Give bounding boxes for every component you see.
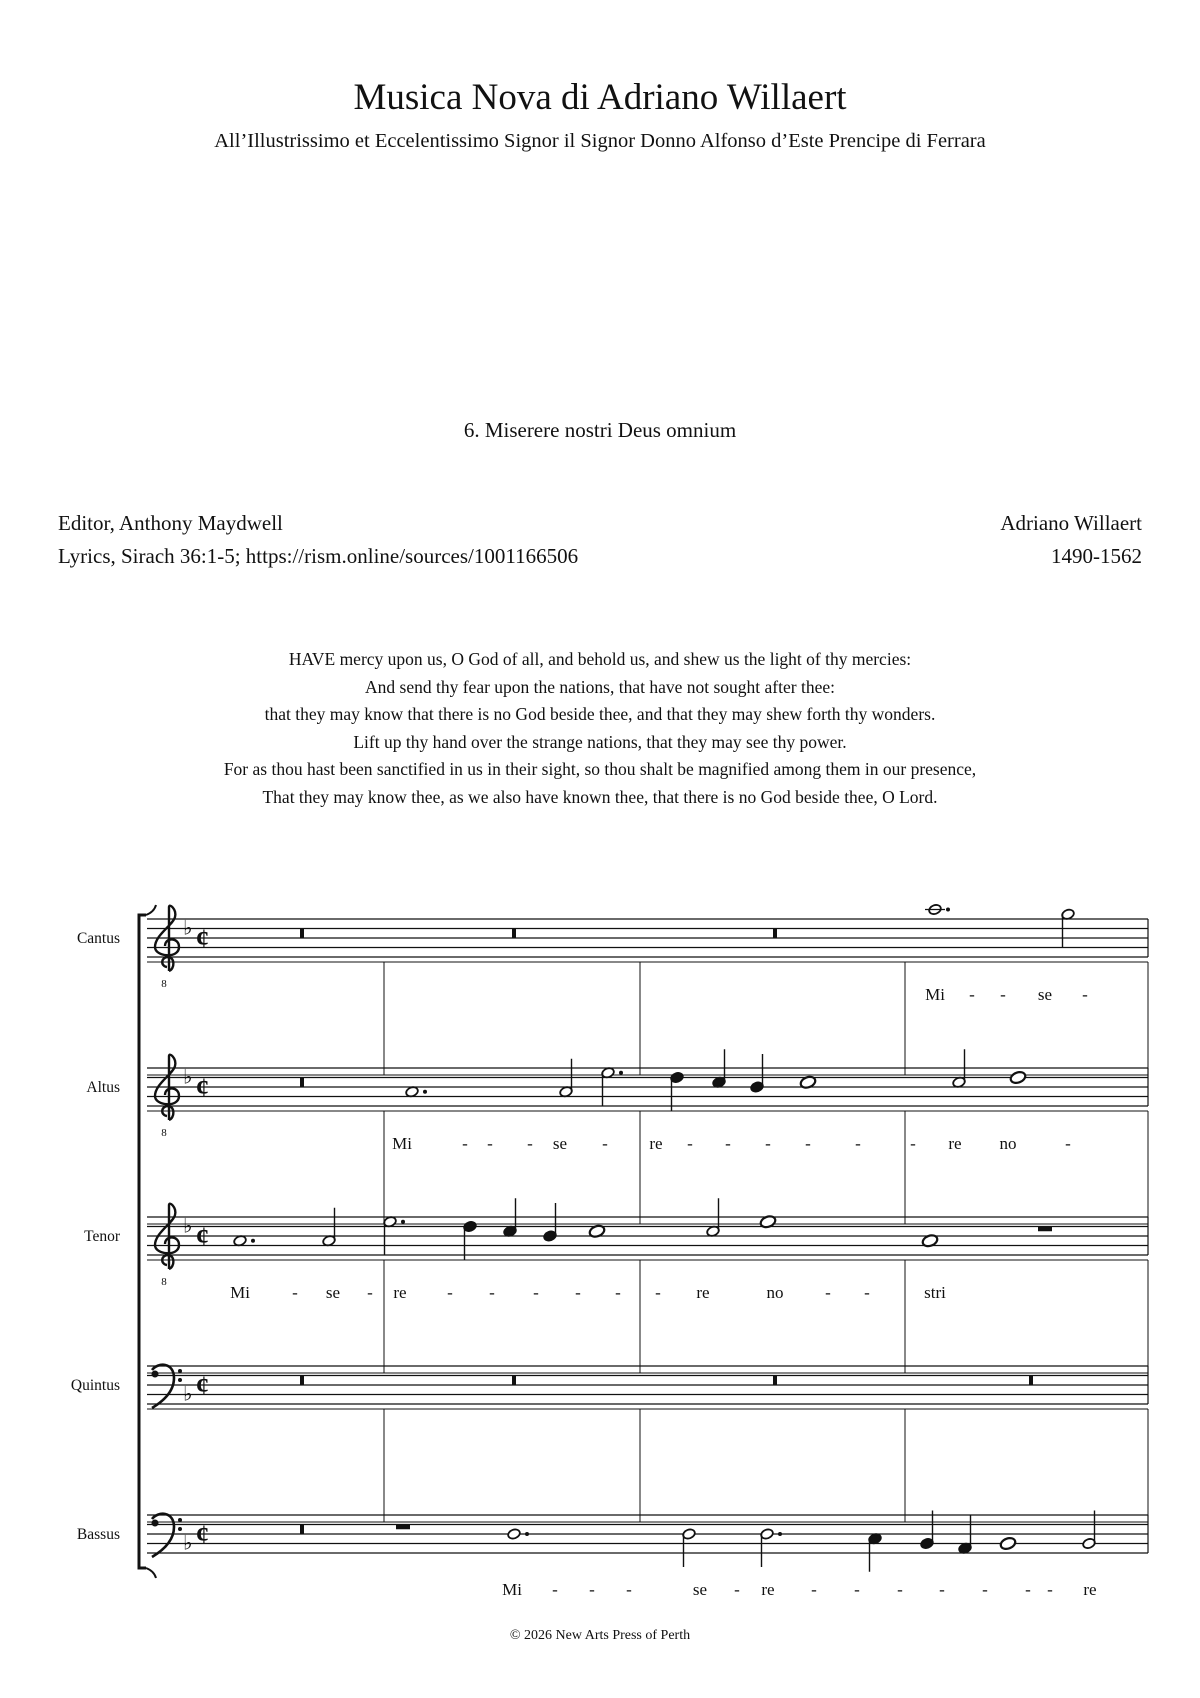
breve-rest-icon <box>300 1078 304 1088</box>
part-name-tenor: Tenor <box>84 1228 120 1245</box>
lyric-hyphen: - <box>1082 985 1088 1004</box>
copyright: © 2026 New Arts Press of Perth <box>509 1628 691 1643</box>
breve-rest-icon <box>512 929 516 939</box>
whole-rest-icon <box>1038 1227 1052 1232</box>
part-name-altus: Altus <box>86 1079 120 1096</box>
cut-time-icon: ¢ <box>196 924 209 953</box>
octave-8-icon: 8 <box>161 1276 167 1288</box>
dedication: All’Illustrissimo et Eccelentissimo Signor il Signor Donno Alfonso d’Este Prencipe di Ferrara <box>214 130 986 152</box>
lyric-hyphen: - <box>897 1580 903 1599</box>
lyric-syllable: se <box>692 1580 708 1599</box>
lyric-hyphen: - <box>969 985 975 1004</box>
breve-rest-icon <box>773 1376 777 1386</box>
lyric-hyphen: - <box>447 1283 453 1302</box>
text-line: For as thou hast been sanctified in us in their sight, so thou shalt be magnified among them in our presence, <box>223 759 977 779</box>
lyric-hyphen: - <box>825 1283 831 1302</box>
lyric-hyphen: - <box>765 1134 771 1153</box>
system-bracket <box>139 905 156 1578</box>
lyric-syllable: no <box>766 1283 784 1302</box>
lyric-syllable: se <box>325 1283 341 1302</box>
augmentation-dot <box>423 1090 427 1094</box>
lyric-hyphen: - <box>626 1580 632 1599</box>
lyric-hyphen: - <box>982 1580 988 1599</box>
augmentation-dot <box>401 1220 405 1224</box>
lyric-syllable: stri <box>924 1283 946 1302</box>
bass-clef-dot <box>178 1378 182 1382</box>
lyric-hyphen: - <box>589 1580 595 1599</box>
bass-clef-dot <box>178 1527 182 1531</box>
breve-rest-icon <box>300 1376 304 1386</box>
bass-clef-dot <box>178 1369 182 1373</box>
notehead <box>999 1536 1017 1551</box>
notehead <box>507 1528 521 1540</box>
composer-name: Adriano Willaert <box>1000 511 1142 535</box>
lyric-syllable: re <box>1083 1580 1097 1599</box>
cut-time-icon: ¢ <box>196 1073 209 1102</box>
flat-icon: ♭ <box>183 1215 193 1238</box>
lyric-hyphen: - <box>533 1283 539 1302</box>
text-line: And send thy fear upon the nations, that have not sought after thee: <box>365 676 835 697</box>
augmentation-dot <box>946 908 950 912</box>
lyric-hyphen: - <box>489 1283 495 1302</box>
lyric-hyphen: - <box>864 1283 870 1302</box>
augmentation-dot <box>251 1239 255 1243</box>
cut-time-icon: ¢ <box>196 1520 209 1549</box>
lyrics-source: Lyrics, Sirach 36:1-5; https://rism.online/sources/1001166506 <box>58 544 579 568</box>
lyric-syllable: re <box>761 1580 775 1599</box>
notehead <box>1009 1070 1027 1085</box>
lyric-hyphen: - <box>615 1283 621 1302</box>
part-name-bassus: Bassus <box>76 1526 120 1543</box>
cut-time-icon: ¢ <box>196 1371 209 1400</box>
breve-rest-icon <box>300 929 304 939</box>
lyric-syllable: re <box>649 1134 663 1153</box>
piece-title: 6. Miserere nostri Deus omnium <box>463 418 737 442</box>
lyric-syllable: Mi <box>392 1134 412 1153</box>
text-line: that they may know that there is no God beside thee, and that they may shew forth thy wonders. <box>264 704 936 724</box>
lyric-hyphen: - <box>655 1283 661 1302</box>
text-line: Lift up thy hand over the strange nations, that they may see thy power. <box>353 731 847 752</box>
lyric-hyphen: - <box>854 1580 860 1599</box>
lyric-hyphen: - <box>939 1580 945 1599</box>
lyric-hyphen: - <box>734 1580 740 1599</box>
lyric-syllable: re <box>696 1283 710 1302</box>
lyric-hyphen: - <box>1000 985 1006 1004</box>
lyric-hyphen: - <box>687 1134 693 1153</box>
lyric-syllable: Mi <box>925 985 945 1004</box>
lyric-hyphen: - <box>552 1580 558 1599</box>
lyric-syllable: re <box>948 1134 962 1153</box>
lyric-hyphen: - <box>487 1134 493 1153</box>
lyric-syllable: se <box>1037 985 1053 1004</box>
bass-clef-dot <box>152 1520 159 1527</box>
flat-icon: ♭ <box>183 1532 193 1555</box>
text-line: That they may know thee, as we also have known thee, that there is no God beside thee, O Lord. <box>262 786 938 807</box>
lyric-hyphen: - <box>575 1283 581 1302</box>
lyric-hyphen: - <box>811 1580 817 1599</box>
lyric-hyphen: - <box>367 1283 373 1302</box>
augmentation-dot <box>525 1532 529 1536</box>
composer-dates: 1490-1562 <box>1051 544 1142 568</box>
augmentation-dot <box>619 1071 623 1075</box>
part-name-quintus: Quintus <box>70 1377 120 1394</box>
lyric-hyphen: - <box>855 1134 861 1153</box>
bass-clef-dot <box>152 1371 159 1378</box>
lyric-hyphen: - <box>1025 1580 1031 1599</box>
breve-rest-icon <box>773 929 777 939</box>
lyric-syllable: no <box>999 1134 1017 1153</box>
text-line: HAVE mercy upon us, O God of all, and behold us, and shew us the light of thy mercies: <box>288 649 912 669</box>
lyric-hyphen: - <box>602 1134 608 1153</box>
whole-rest-icon <box>396 1525 410 1530</box>
lyric-hyphen: - <box>527 1134 533 1153</box>
lyric-hyphen: - <box>1065 1134 1071 1153</box>
octave-8-icon: 8 <box>161 1127 167 1139</box>
flat-icon: ♭ <box>183 917 193 940</box>
lyric-hyphen: - <box>292 1283 298 1302</box>
lyric-hyphen: - <box>910 1134 916 1153</box>
lyric-hyphen: - <box>462 1134 468 1153</box>
editor-credit: Editor, Anthony Maydwell <box>58 511 283 535</box>
lyric-hyphen: - <box>1047 1580 1053 1599</box>
octave-8-icon: 8 <box>161 978 167 990</box>
lyric-hyphen: - <box>725 1134 731 1153</box>
lyric-syllable: Mi <box>502 1580 522 1599</box>
lyric-syllable: Mi <box>230 1283 250 1302</box>
flat-icon: ♭ <box>183 1383 193 1406</box>
lyric-syllable: re <box>393 1283 407 1302</box>
breve-rest-icon <box>300 1525 304 1535</box>
cut-time-icon: ¢ <box>196 1222 209 1251</box>
lyric-syllable: se <box>552 1134 568 1153</box>
collection-title: Musica Nova di Adriano Willaert <box>353 77 847 118</box>
breve-rest-icon <box>1029 1376 1033 1386</box>
lyric-hyphen: - <box>805 1134 811 1153</box>
augmentation-dot <box>778 1532 782 1536</box>
part-name-cantus: Cantus <box>76 930 120 947</box>
bass-clef-dot <box>178 1518 182 1522</box>
flat-icon: ♭ <box>183 1066 193 1089</box>
breve-rest-icon <box>512 1376 516 1386</box>
